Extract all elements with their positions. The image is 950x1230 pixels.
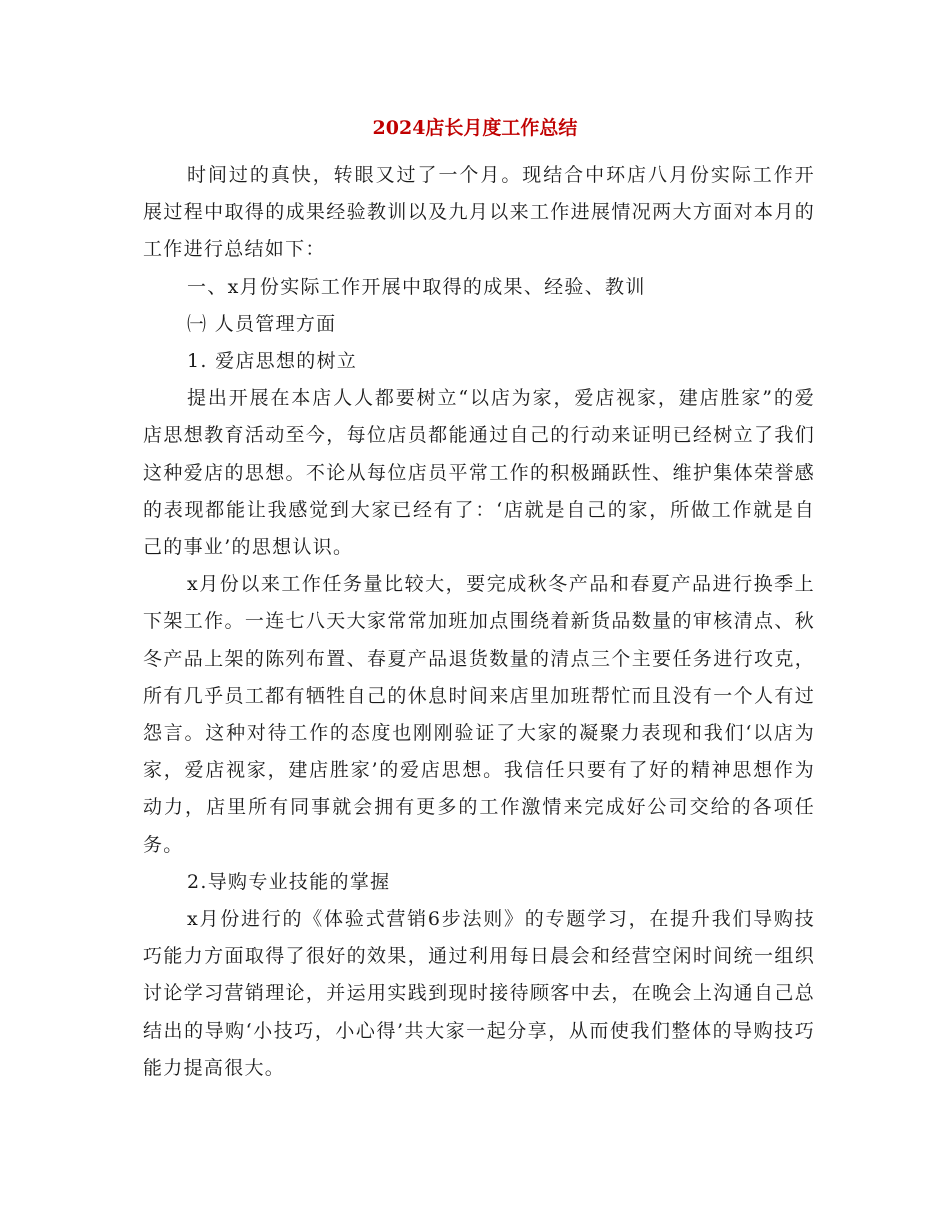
intro-paragraph: 时间过的真快，转眼又过了一个月。现结合中环店八月份实际工作开展过程中取得的成果经验教训以及九月以来工作进展情况两大方面对本月的工作进行总结如下： <box>143 164 815 261</box>
section-heading: 一、x月份实际工作开展中取得的成果、经验、教训 <box>187 275 646 298</box>
document-title: 2024店长月度工作总结 <box>372 117 578 139</box>
body-paragraph: x月份进行的《体验式营销6步法则》的专题学习，在提升我们导购技巧能力方面取得了很好的效果，通过利用每日晨会和经营空闲时间统一组织讨论学习营销理论，并运用实践到现时接待顾客中去，在晚会上沟通自己总结出的导购‘小技巧，小心得’共大家一起分享，从而使我们整体的导购技巧能力提高很大。 <box>143 908 815 1079</box>
subsection-heading: ㈠ 人员管理方面 <box>187 312 337 335</box>
body-paragraph: 提出开展在本店人人都要树立“以店为家，爱店视家，建店胜家”的爱店思想教育活动至今，每位店员都能通过自己的行动来证明已经树立了我们这种爱店的思想。不论从每位店员平常工作的积极踊跃性、维护集体荣誉感的表现都能让我感觉到大家已经有了：‘店就是自己的家，所做工作就是自己的事业’的思想认识。 <box>143 387 815 559</box>
item-heading: 2.导购专业技能的掌握 <box>187 870 391 893</box>
document-body <box>143 157 815 1087</box>
item-heading: 1. 爱店思想的树立 <box>187 350 358 373</box>
body-paragraph: x月份以来工作任务量比较大，要完成秋冬产品和春夏产品进行换季上下架工作。一连七八天大家常常加班加点围绕着新货品数量的审核清点、秋冬产品上架的陈列布置、春夏产品退货数量的清点三个主要任务进行攻克，所有几乎员工都有牺牲自己的休息时间来店里加班帮忙而且没有一个人有过怨言。这种对待工作的态度也刚刚验证了大家的凝聚力表现和我们‘以店为家，爱店视家，建店胜家’的爱店思想。我信任只要有了好的精神思想作为动力，店里所有同事就会拥有更多的工作激情来完成好公司交给的各项任务。 <box>143 573 815 856</box>
